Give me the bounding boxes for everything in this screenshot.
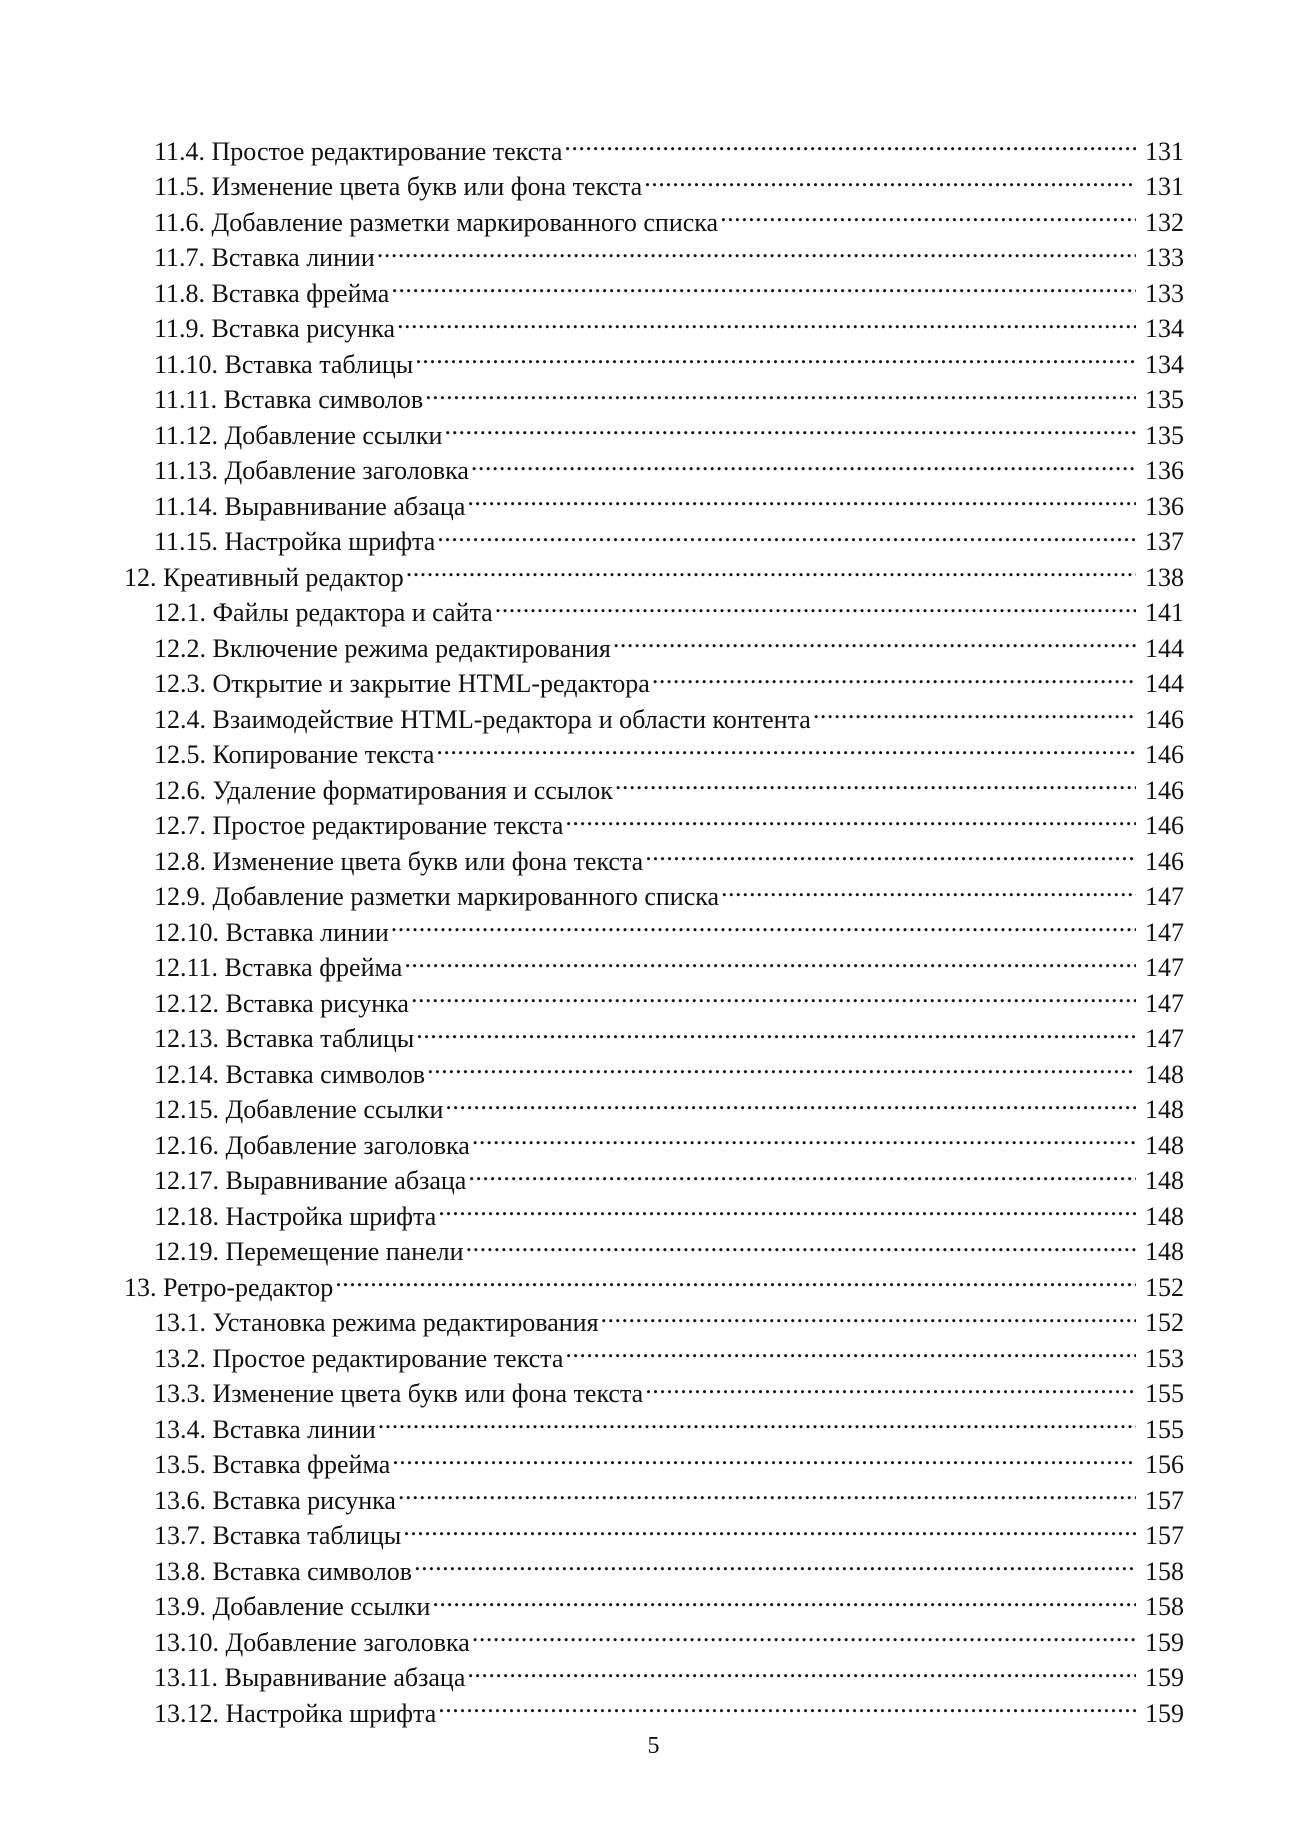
- toc-entry-page: 147: [1145, 917, 1184, 947]
- toc-entry-page: 131: [1145, 172, 1184, 201]
- toc-entry-title: 11.4. Простое редактирование текста: [154, 136, 563, 166]
- toc-entry-page: 158: [1145, 1556, 1184, 1586]
- toc-entry-page: 135: [1145, 385, 1184, 414]
- toc-entry-page: 146: [1145, 811, 1184, 840]
- toc-entry-page: 144: [1145, 669, 1184, 698]
- toc-entry-page: 138: [1145, 562, 1184, 592]
- toc-entry-page: 157: [1145, 1485, 1184, 1515]
- toc-entry-page: 146: [1145, 775, 1184, 805]
- toc-entry-title: 11.12. Добавление ссылки: [154, 420, 443, 450]
- toc-entry-page: 136: [1145, 456, 1184, 485]
- toc-dot-leader: [472, 1615, 1136, 1651]
- toc-entry-title: 13.1. Установка режима редактирования: [154, 1308, 599, 1337]
- toc-entry-title: 11.15. Настройка шрифта: [154, 527, 436, 556]
- toc-dot-leader: [813, 692, 1136, 728]
- toc-entry-page: 148: [1145, 1201, 1184, 1231]
- toc-entry-page: 135: [1145, 420, 1184, 450]
- toc-entry-page: 159: [1145, 1698, 1184, 1728]
- toc-dot-leader: [467, 479, 1136, 515]
- toc-dot-leader: [466, 1225, 1136, 1261]
- toc-entry-title: 13.8. Вставка символов: [154, 1556, 413, 1586]
- toc-dot-leader: [411, 976, 1136, 1012]
- toc-entry-title: 12. Креативный редактор: [124, 562, 404, 592]
- toc-dot-leader: [601, 1296, 1136, 1332]
- toc-entry-title: 11.11. Вставка символов: [154, 385, 424, 414]
- toc-entry-page: 133: [1145, 278, 1184, 308]
- toc-entry-page: 152: [1145, 1308, 1184, 1337]
- toc-dot-leader: [645, 834, 1136, 870]
- toc-dot-leader: [437, 515, 1136, 551]
- toc-dot-leader: [378, 1402, 1136, 1438]
- toc-entry-title: 12.18. Настройка шрифта: [154, 1201, 437, 1231]
- toc-dot-leader: [445, 1083, 1136, 1119]
- toc-dot-leader: [391, 266, 1136, 302]
- toc-entry-title: 12.12. Вставка рисунка: [154, 988, 409, 1018]
- toc-dot-leader: [471, 444, 1136, 480]
- toc-dot-leader: [403, 1509, 1136, 1545]
- toc-entry-page: 147: [1145, 1024, 1184, 1053]
- toc-dot-leader: [652, 657, 1136, 693]
- toc-entry-title: 11.14. Выравнивание абзаца: [154, 491, 466, 521]
- toc-entry-title: 13.6. Вставка рисунка: [154, 1485, 396, 1515]
- toc-dot-leader: [438, 1189, 1136, 1225]
- toc-entry-title: 11.13. Добавление заголовка: [154, 456, 469, 485]
- toc-entry-page: 134: [1145, 349, 1184, 379]
- toc-entry-page: 136: [1145, 491, 1184, 521]
- toc-dot-leader: [335, 1260, 1136, 1296]
- toc-entry: [124, 124, 1184, 166]
- table-of-contents: [124, 124, 1184, 1728]
- toc-dot-leader: [613, 621, 1136, 657]
- toc-entry-page: 146: [1145, 740, 1184, 769]
- toc-entry-page: 148: [1145, 1059, 1184, 1089]
- toc-dot-leader: [645, 1367, 1136, 1403]
- toc-entry-page: 131: [1145, 136, 1184, 166]
- toc-dot-leader: [444, 408, 1136, 444]
- toc-entry-title: 13. Ретро-редактор: [124, 1272, 334, 1302]
- toc-entry-title: 13.7. Вставка таблицы: [154, 1521, 402, 1550]
- toc-entry-title: 12.8. Изменение цвета букв или фона текста: [154, 846, 644, 876]
- toc-entry-page: 133: [1145, 243, 1184, 272]
- toc-entry-page: 147: [1145, 953, 1184, 982]
- toc-dot-leader: [397, 302, 1136, 338]
- toc-dot-leader: [391, 905, 1136, 941]
- toc-dot-leader: [414, 1544, 1136, 1580]
- toc-entry-page: 148: [1145, 1166, 1184, 1195]
- toc-entry-page: 148: [1145, 1130, 1184, 1160]
- toc-dot-leader: [644, 160, 1136, 196]
- toc-entry-page: 156: [1145, 1450, 1184, 1479]
- toc-dot-leader: [468, 1154, 1136, 1190]
- toc-entry-title: 12.9. Добавление разметки маркированного списка: [154, 882, 720, 911]
- toc-entry-page: 159: [1145, 1627, 1184, 1657]
- toc-entry-title: 11.7. Вставка линии: [154, 243, 375, 272]
- toc-dot-leader: [427, 1047, 1136, 1083]
- toc-dot-leader: [495, 586, 1136, 622]
- toc-entry-page: 148: [1145, 1095, 1184, 1124]
- toc-entry-page: 152: [1145, 1272, 1184, 1302]
- toc-dot-leader: [565, 1331, 1136, 1367]
- toc-entry-title: 12.5. Копирование текста: [154, 740, 435, 769]
- toc-entry-page: 141: [1145, 598, 1184, 627]
- toc-entry-page: 144: [1145, 633, 1184, 663]
- toc-entry-title: 13.3. Изменение цвета букв или фона текста: [154, 1379, 644, 1408]
- toc-dot-leader: [432, 1580, 1136, 1616]
- toc-entry-page: 148: [1145, 1237, 1184, 1266]
- toc-entry-title: 12.4. Взаимодействие HTML-редактора и области контента: [154, 704, 811, 734]
- toc-entry-page: 146: [1145, 846, 1184, 876]
- toc-dot-leader: [438, 1686, 1136, 1722]
- toc-entry-title: 13.2. Простое редактирование текста: [154, 1343, 564, 1373]
- toc-entry-page: 147: [1145, 988, 1184, 1018]
- toc-dot-leader: [615, 763, 1136, 799]
- toc-entry-title: 13.9. Добавление ссылки: [154, 1592, 431, 1621]
- page-number: 5: [647, 1733, 660, 1759]
- toc-dot-leader: [565, 799, 1136, 835]
- toc-entry-title: 12.10. Вставка линии: [154, 917, 389, 947]
- toc-entry-title: 11.9. Вставка рисунка: [154, 314, 395, 343]
- toc-entry-page: 155: [1145, 1414, 1184, 1444]
- toc-entry-title: 13.11. Выравнивание абзаца: [154, 1663, 466, 1692]
- toc-entry-page: 155: [1145, 1379, 1184, 1408]
- toc-dot-leader: [398, 1473, 1136, 1509]
- toc-dot-leader: [425, 373, 1136, 409]
- toc-dot-leader: [564, 124, 1136, 160]
- toc-dot-leader: [721, 870, 1136, 906]
- toc-entry-page: 158: [1145, 1592, 1184, 1621]
- toc-entry-page: 132: [1145, 207, 1184, 237]
- toc-entry-title: 12.1. Файлы редактора и сайта: [154, 598, 493, 627]
- toc-entry-title: 13.4. Вставка линии: [154, 1414, 376, 1444]
- toc-dot-leader: [436, 728, 1136, 764]
- toc-entry-title: 12.7. Простое редактирование текста: [154, 811, 564, 840]
- toc-dot-leader: [415, 337, 1136, 373]
- toc-entry-title: 12.11. Вставка фрейма: [154, 953, 403, 982]
- toc-entry-title: 11.8. Вставка фрейма: [154, 278, 390, 308]
- toc-entry-title: 12.15. Добавление ссылки: [154, 1095, 444, 1124]
- toc-entry-page: 146: [1145, 704, 1184, 734]
- toc-entry-title: 12.2. Включение режима редактирования: [154, 633, 611, 663]
- toc-entry-title: 12.19. Перемещение панели: [154, 1237, 464, 1266]
- toc-entry-title: 11.10. Вставка таблицы: [154, 349, 414, 379]
- toc-entry-page: 153: [1145, 1343, 1184, 1373]
- toc-entry-title: 13.12. Настройка шрифта: [154, 1698, 437, 1728]
- toc-dot-leader: [377, 231, 1136, 267]
- toc-dot-leader: [472, 1118, 1136, 1154]
- toc-dot-leader: [392, 1438, 1136, 1474]
- toc-entry-title: 13.10. Добавление заголовка: [154, 1627, 470, 1657]
- toc-dot-leader: [467, 1651, 1136, 1687]
- toc-entry-page: 159: [1145, 1663, 1184, 1692]
- toc-entry-title: 12.3. Открытие и закрытие HTML-редактора: [154, 669, 650, 698]
- toc-entry-title: 12.17. Выравнивание абзаца: [154, 1166, 467, 1195]
- toc-entry-title: 12.13. Вставка таблицы: [154, 1024, 415, 1053]
- toc-dot-leader: [406, 550, 1136, 586]
- toc-entry-page: 134: [1145, 314, 1184, 343]
- toc-entry-title: 11.5. Изменение цвета букв или фона текста: [154, 172, 643, 201]
- toc-dot-leader: [720, 195, 1136, 231]
- toc-entry-title: 11.6. Добавление разметки маркированного списка: [154, 207, 719, 237]
- toc-dot-leader: [404, 941, 1136, 977]
- toc-entry-page: 147: [1145, 882, 1184, 911]
- toc-entry-title: 12.16. Добавление заголовка: [154, 1130, 470, 1160]
- toc-entry-page: 137: [1145, 527, 1184, 556]
- toc-entry-title: 12.6. Удаление форматирования и ссылок: [154, 775, 613, 805]
- toc-entry-title: 13.5. Вставка фрейма: [154, 1450, 391, 1479]
- toc-entry-page: 157: [1145, 1521, 1184, 1550]
- toc-entry-title: 12.14. Вставка символов: [154, 1059, 426, 1089]
- toc-dot-leader: [416, 1012, 1136, 1048]
